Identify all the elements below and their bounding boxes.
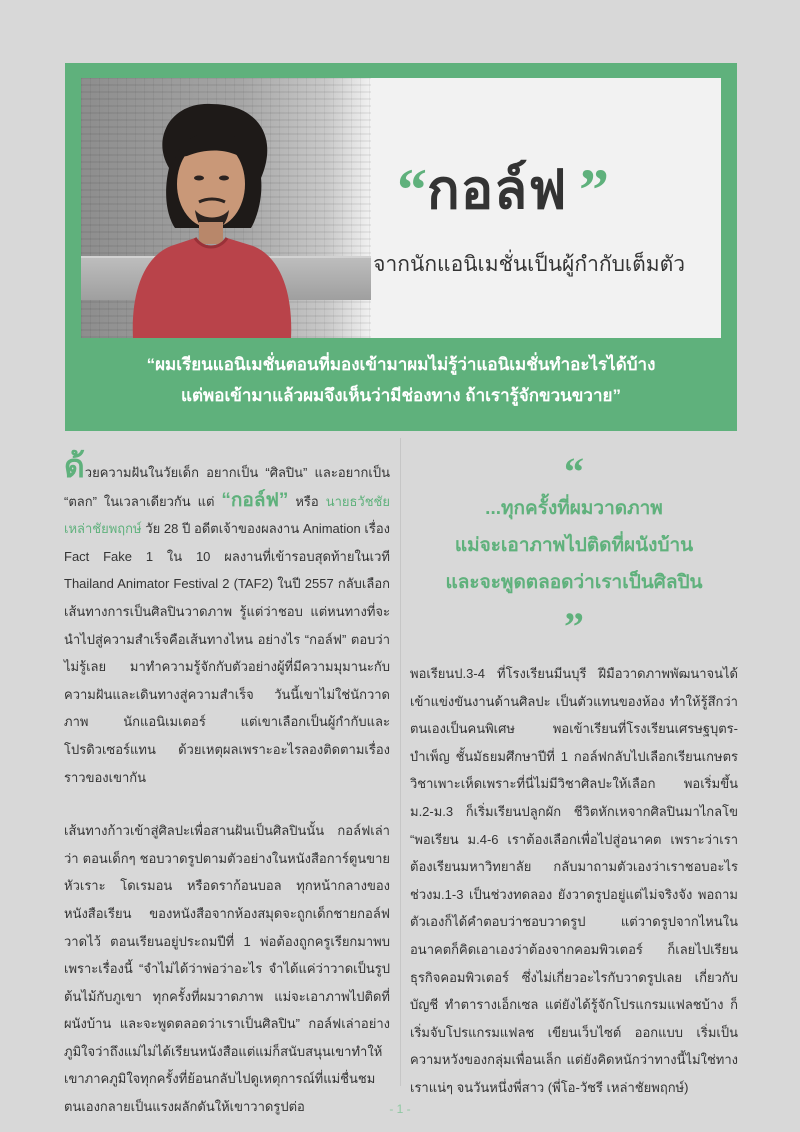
header-banner [65, 63, 737, 431]
title-block [361, 78, 721, 338]
left-column [64, 450, 390, 1121]
left-p1-part-b: หรือ [288, 493, 326, 509]
left-paragraph-1 [64, 450, 390, 791]
header-quote-line-1: “ผมเรียนแอนิเมชั่นตอนที่มองเข้ามาผมไม่รู้ว่าแอนิเมชั่นทำอะไรได้บ้าง [146, 355, 656, 374]
column-divider [400, 438, 401, 1086]
hero-image-area [81, 78, 721, 338]
name-highlight: “กอล์ฟ” [221, 489, 289, 511]
page-number: - 1 - [389, 1102, 411, 1116]
full-name-highlight: นายธวัชชัย เหล่าชัยพฤกษ์ [64, 493, 390, 537]
pull-quote-line-1: ...ทุกครั้งที่ผมวาดภาพ [485, 498, 663, 519]
title-open-quote: “ [397, 157, 427, 223]
pull-quote-close-mark: ” [564, 604, 584, 650]
left-p1-part-a: วยความฝันในวัยเด็ก อยากเป็น “ศิลปิน” และอยากเป็น “ตลก” ในเวลาเดียวกัน แต่ [64, 465, 390, 509]
pull-quote-open-mark: “ [564, 449, 584, 494]
left-paragraph-2: เส้นทางก้าวเข้าสู่ศิลปะเพื่อสานฝันเป็นศิลปินนั้น กอล์ฟเล่าว่า ตอนเด็กๆ ชอบวาดรูปตามตัวอย่างในหนังสือการ์ตูนขายหัวเราะ โดเรมอน หรือดราก้อนบอล ทุกหน้ากลางของหนังสือเรียน ของหนังสือจากห้องสมุดจะถูกเด็กชายกอล์ฟวาดไว้ ตอนเรียนอยู่ประถมปีที่ 1 พ่อต้องถูกครูเรียกมาพบเพราะเรื่องนี้ “จำไม่ได้ว่าพ่อว่าอะไร จำได้แค่ว่าวาดเป็นรูปต้นไม้กับภูเขา ทุกครั้งที่ผมวาดภาพ แม่จะเอาภาพไปติดที่ผนังบ้าน และจะพูดตลอดว่าเราเป็นศิลปิน” กอล์ฟเล่าอย่างภูมิใจว่าถึงแม่ไม่ได้เรียนหนังสือแต่แม่ก็สนับสนุนเขาทำให้เขาภาคภูมิใจทุกครั้งที่ย้อนกลับไปดูเหตุการณ์ที่แม่ชื่นชมตนเองกลายเป็นแรงผลักดันให้เขาวาดรูปต่อ [64, 823, 390, 1115]
page-subtitle: จากนักแอนิเมชั่นเป็นผู้กำกับเต็มตัว [373, 253, 685, 276]
portrait-photo [111, 98, 311, 338]
pull-quote [410, 449, 738, 650]
right-paragraph-1: พอเรียนป.3-4 ที่โรงเรียนมีนบุรี ฝีมือวาดภาพพัฒนาจนได้เข้าแข่งขันงานด้านศิลปะ เป็นตัวแทนของห้อง ทำให้รู้สึกว่าตนเองเป็นคนพิเศษ พอเข้าเรียนที่โรงเรียนเศรษฐบุตร-บำเพ็ญ ชั้นมัธยมศึกษาปีที่ 1 กอล์ฟกลับไปเลือกเรียนเกษตร วิชาเพาะเห็ดเพราะที่นี่ไม่มีวิชาศิลปะให้เลือก พอเริ่มขึ้น ม.2-ม.3 ก็เริ่มเรียนปลูกผัก ชีวิตหักเหจากศิลปินมาไกลโข “พอเรียน ม.4-6 เราต้องเลือกเพื่อไปสู่อนาคต เพราะว่าเราต้องเรียนมหาวิทยาลัย กลับมาถามตัวเองว่าเราชอบอะไร ช่วงม.1-3 เป็นช่วงทดลอง ยังวาดรูปอยู่แต่ไม่จริงจัง พอถามตัวเองก็ได้คำตอบว่าชอบวาดรูป แต่วาดรูปจากไหนในอนาคตก็คิดเอาเองว่าต้องจากคอมพิวเตอร์ ก็เลยไปเรียนธุรกิจคอมพิวเตอร์ ซึ่งไม่เกี่ยวอะไรกับวาดรูปเลย เกี่ยวกับบัญชี ทำตารางเอ็กเซล แต่ยังได้รู้จักโปรแกรมแฟลชบ้าง ก็เริ่มจับโปรแกรมแฟลช เขียนเว็บไซต์ ออกแบบ เริ่มเป็นความหวังของกลุ่มเพื่อนเล็ก แต่ยังคิดหนักว่าทางนี้ไม่ใช่ทางเราแน่ๆ จนวันหนึ่งพี่สาว (พี่โอ-วัชรี เหล่าชัยพฤกษ์) [410, 666, 738, 1095]
title-close-quote: ” [579, 157, 609, 223]
right-column [410, 660, 738, 1102]
left-p1-part-c: วัย 28 ปี อดีตเจ้าของผลงาน Animation เรื่อง Fact Fake 1 ใน 10 ผลงานที่เข้ารอบสุดท้ายในเวที Thailand Animator Festival 2 (TAF2) ในปี 2557 กลับเลือกเส้นทางการเป็นศิลปินวาดภาพ รู้แต่ว่าชอบ แต่หนทางที่จะนำไปสู่ความสำเร็จคือเส้นทางไหน อย่างไร “กอล์ฟ” ตอบว่าไม่รู้เลย มาทำความรู้จักกับตัวอย่างผู้ที่มีความมุมานะกับความฝันและเดินทางสู่ความสำเร็จ วันนี้เขาไม่ใช่นักวาดภาพ นักแอนิเมเตอร์ แต่เขาเลือกเป็นผู้กำกับและโปรดิวเซอร์แทน ด้วยเหตุผลเพราะอะไรลองติดตามเรื่องราวของเขากัน [64, 521, 390, 785]
pull-quote-line-2: แม่จะเอาภาพไปติดที่ผนังบ้าน [454, 535, 694, 557]
header-quote-line-2: แต่พอเข้ามาแล้วผมจึงเห็นว่ามีช่องทาง ถ้าเรารู้จักขวนขวาย” [181, 386, 621, 406]
header-quote [65, 349, 737, 412]
pull-quote-line-3: และจะพูดตลอดว่าเราเป็นศิลปิน [445, 572, 703, 594]
drop-cap: ด้ [64, 448, 85, 484]
page-title: กอล์ฟ [427, 158, 568, 221]
pull-quote-text [410, 490, 738, 601]
